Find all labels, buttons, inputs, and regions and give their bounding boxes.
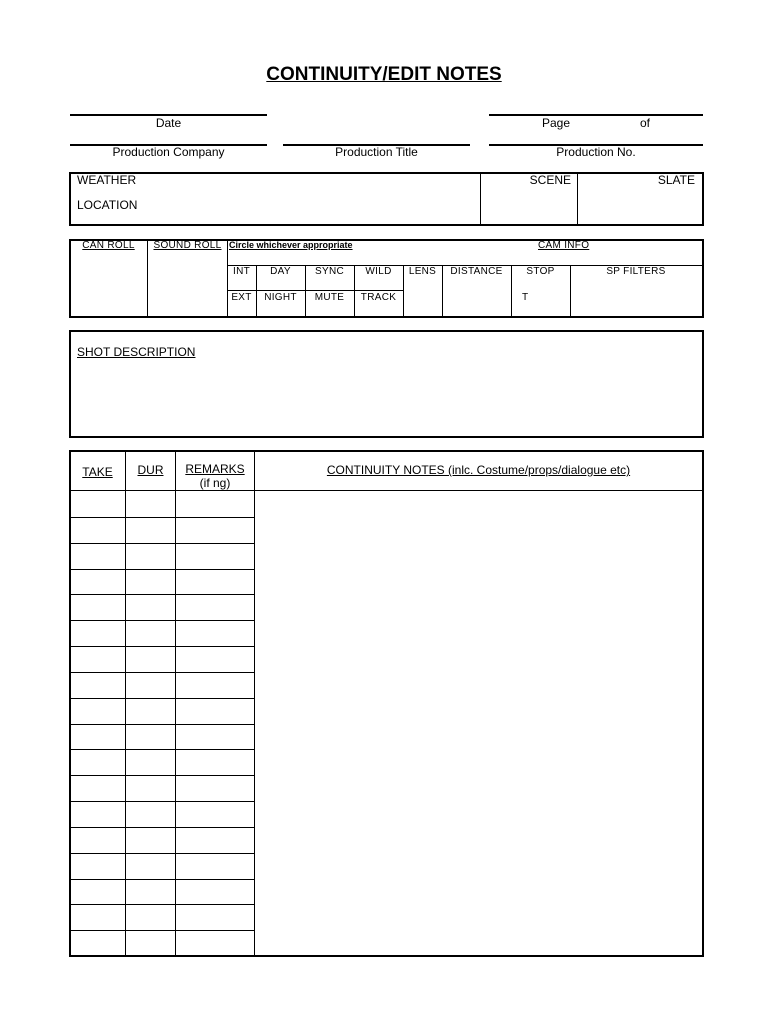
- int-option[interactable]: INT: [232, 266, 250, 277]
- table-row[interactable]: [70, 724, 254, 750]
- table-row[interactable]: [70, 594, 254, 620]
- scene-label: SCENE: [529, 173, 571, 187]
- ext-option[interactable]: EXT: [231, 292, 252, 303]
- continuity-notes-field[interactable]: [255, 491, 702, 956]
- table-row[interactable]: [70, 930, 254, 956]
- production-company-label: Production Company: [112, 145, 225, 159]
- shot-description-label: SHOT DESCRIPTION: [77, 345, 196, 359]
- production-title-label: Production Title: [335, 145, 418, 159]
- can-roll-label: CAN ROLL: [82, 240, 135, 251]
- scene-field[interactable]: [480, 173, 577, 225]
- table-row[interactable]: [70, 543, 254, 569]
- table-row[interactable]: [70, 879, 254, 905]
- day-option[interactable]: DAY: [270, 266, 291, 277]
- slate-field[interactable]: [578, 173, 702, 225]
- table-row[interactable]: [70, 801, 254, 827]
- night-option[interactable]: NIGHT: [264, 292, 297, 303]
- table-row[interactable]: [70, 620, 254, 646]
- table-row[interactable]: [70, 672, 254, 698]
- sound-roll-label: SOUND ROLL: [153, 240, 222, 251]
- wild-option[interactable]: WILD: [365, 266, 392, 277]
- table-row[interactable]: [70, 517, 254, 543]
- date-label: Date: [155, 116, 182, 130]
- track-option[interactable]: TRACK: [360, 292, 397, 303]
- cam-info-label: CAM INFO: [538, 240, 590, 251]
- production-no-label: Production No.: [556, 145, 636, 159]
- table-row[interactable]: [70, 646, 254, 672]
- sp-filters-label: SP FILTERS: [606, 266, 666, 277]
- sync-option[interactable]: SYNC: [315, 266, 344, 277]
- divider: [147, 240, 148, 317]
- of-label: of: [639, 116, 650, 130]
- weather-label: WEATHER: [77, 173, 137, 187]
- location-label: LOCATION: [77, 198, 138, 212]
- table-row[interactable]: [70, 827, 254, 853]
- table-row[interactable]: [70, 491, 254, 517]
- page-line[interactable]: [489, 114, 703, 116]
- table-row[interactable]: [70, 749, 254, 775]
- mute-option[interactable]: MUTE: [314, 292, 345, 303]
- table-row[interactable]: [70, 775, 254, 801]
- dur-header: DUR: [137, 463, 164, 477]
- form-title: CONTINUITY/EDIT NOTES: [266, 64, 502, 85]
- page-label: Page: [541, 116, 571, 130]
- table-row[interactable]: [70, 853, 254, 879]
- lens-label: LENS: [408, 266, 437, 277]
- divider: [227, 290, 403, 291]
- table-row[interactable]: [70, 698, 254, 724]
- continuity-notes-header: CONTINUITY NOTES (inlc. Costume/props/dialogue etc): [326, 463, 631, 477]
- slate-label: SLATE: [657, 173, 695, 187]
- stop-label: STOP: [526, 266, 555, 277]
- remarks-subheader: (if ng): [199, 476, 231, 490]
- take-header: TAKE: [82, 465, 113, 479]
- remarks-header: REMARKS: [185, 462, 245, 476]
- distance-label: DISTANCE: [450, 266, 503, 277]
- table-row[interactable]: [70, 904, 254, 930]
- table-row[interactable]: [70, 569, 254, 595]
- circle-note: Circle whichever appropriate: [229, 240, 353, 250]
- divider: [227, 240, 228, 317]
- t-stop-label: T: [522, 292, 529, 303]
